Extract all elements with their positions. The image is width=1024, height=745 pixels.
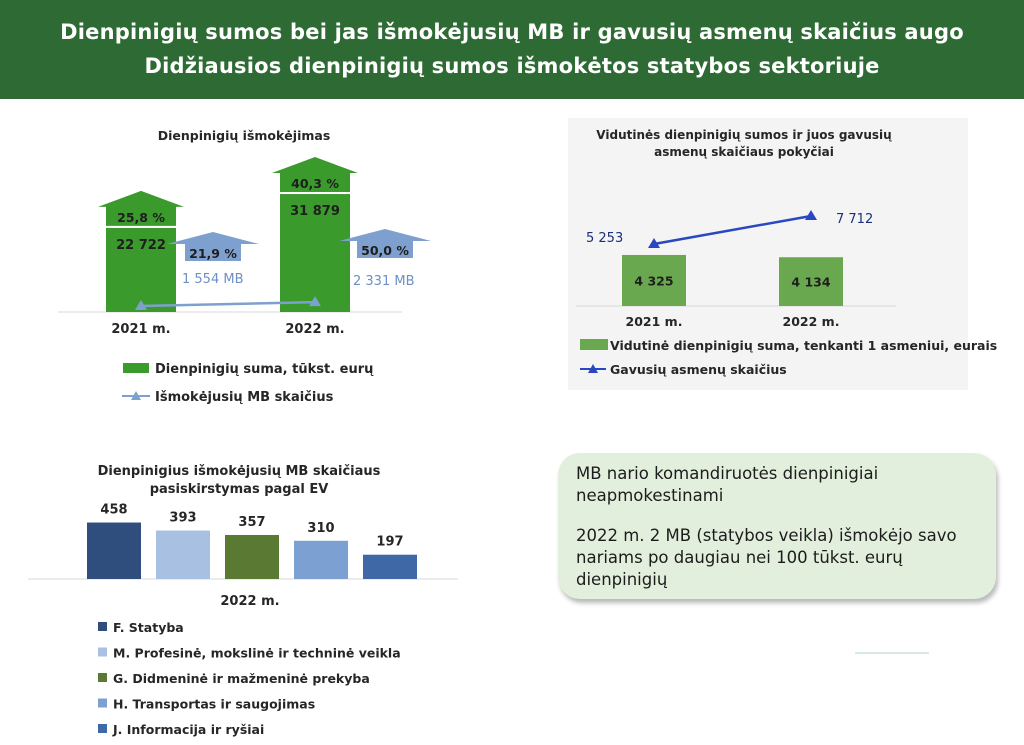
legend-swatch (98, 724, 107, 733)
line-value-label: 2 331 MB (353, 274, 415, 289)
bar-activity (87, 523, 141, 579)
category-label: 2022 m. (220, 594, 280, 609)
bar-value-label: 31 879 (290, 204, 340, 220)
growth-label: 25,8 % (117, 209, 165, 225)
bar-activity (363, 555, 417, 579)
bar-value-label: 22 722 (116, 237, 166, 253)
bar-activity (156, 531, 210, 579)
growth-label: 21,9 % (189, 246, 237, 261)
legend-label: F. Statyba (113, 620, 184, 635)
legend-label: Gavusių asmenų skaičius (610, 362, 787, 377)
legend-label: Išmokėjusių MB skaičius (155, 390, 334, 405)
chart-title: Dienpinigių išmokėjimas (157, 128, 331, 143)
line-value-label: 7 712 (836, 212, 874, 227)
note-line-2: 2022 m. 2 MB (statybos veikla) išmokėjo savo nariams po daugiau nei 100 tūkst. eurų dienpinigių (576, 526, 957, 589)
info-note (558, 453, 996, 599)
category-label: 2022 m. (285, 322, 345, 337)
slide-header (0, 0, 1024, 99)
chart-title-line: Dienpinigius išmokėjusių MB skaičiaus (97, 464, 381, 479)
category-label: 2021 m. (111, 322, 171, 337)
line-value-label: 1 554 MB (182, 272, 244, 287)
bar-activity (225, 535, 279, 579)
legend-label: Vidutinė dienpinigių suma, tenkanti 1 asmeniui, eurais (610, 338, 998, 353)
chart-by-activity (0, 455, 480, 745)
legend-label: J. Informacija ir ryšiai (113, 722, 265, 737)
bar-activity (294, 541, 348, 579)
slide-title: Dienpinigių sumos bei jas išmokėjusių MB ir gavusių asmenų skaičius augo (60, 20, 964, 44)
growth-label: 40,3 % (291, 176, 339, 192)
chart-title (98, 464, 381, 497)
bar-value-label: 458 (100, 502, 128, 518)
chart-title-line: Vidutinės dienpinigių sumos ir juos gavusių (596, 128, 892, 142)
chart-title-line: pasiskirstymas pagal EV (149, 482, 329, 497)
bar-value-label: 310 (307, 520, 335, 536)
legend-label: H. Transportas ir saugojimas (113, 696, 316, 712)
bar-value-label: 4 325 (634, 273, 674, 289)
chart-payout (0, 110, 480, 420)
legend-swatch (98, 648, 107, 657)
bar-value-label: 393 (169, 510, 197, 526)
bar-value-label: 4 134 (791, 274, 831, 290)
line-value-label: 5 253 (586, 231, 624, 246)
note-line-1: MB nario komandiruotės dienpinigiai neapmokestinami (576, 464, 879, 505)
legend-label: M. Profesinė, mokslinė ir techninė veikla (113, 645, 401, 661)
legend-swatch (98, 622, 107, 631)
growth-label: 50,0 % (361, 243, 409, 258)
legend-swatch (98, 699, 107, 708)
slide-subtitle: Didžiausios dienpinigių sumos išmokėtos statybos sektoriuje (144, 54, 880, 78)
legend-swatch (98, 673, 107, 682)
category-label: 2021 m. (625, 314, 683, 329)
legend-swatch (580, 339, 608, 350)
legend-label: G. Didmeninė ir mažmeninė prekyba (113, 671, 370, 686)
chart-title-line: asmenų skaičiaus pokyčiai (654, 145, 834, 159)
bar-value-label: 357 (238, 514, 266, 530)
legend-label: Dienpinigių suma, tūkst. eurų (155, 362, 374, 377)
legend-swatch (123, 363, 149, 373)
bar-value-label: 197 (376, 534, 404, 550)
category-label: 2022 m. (782, 314, 840, 329)
decorative-divider (855, 652, 929, 654)
chart-average (568, 118, 998, 390)
